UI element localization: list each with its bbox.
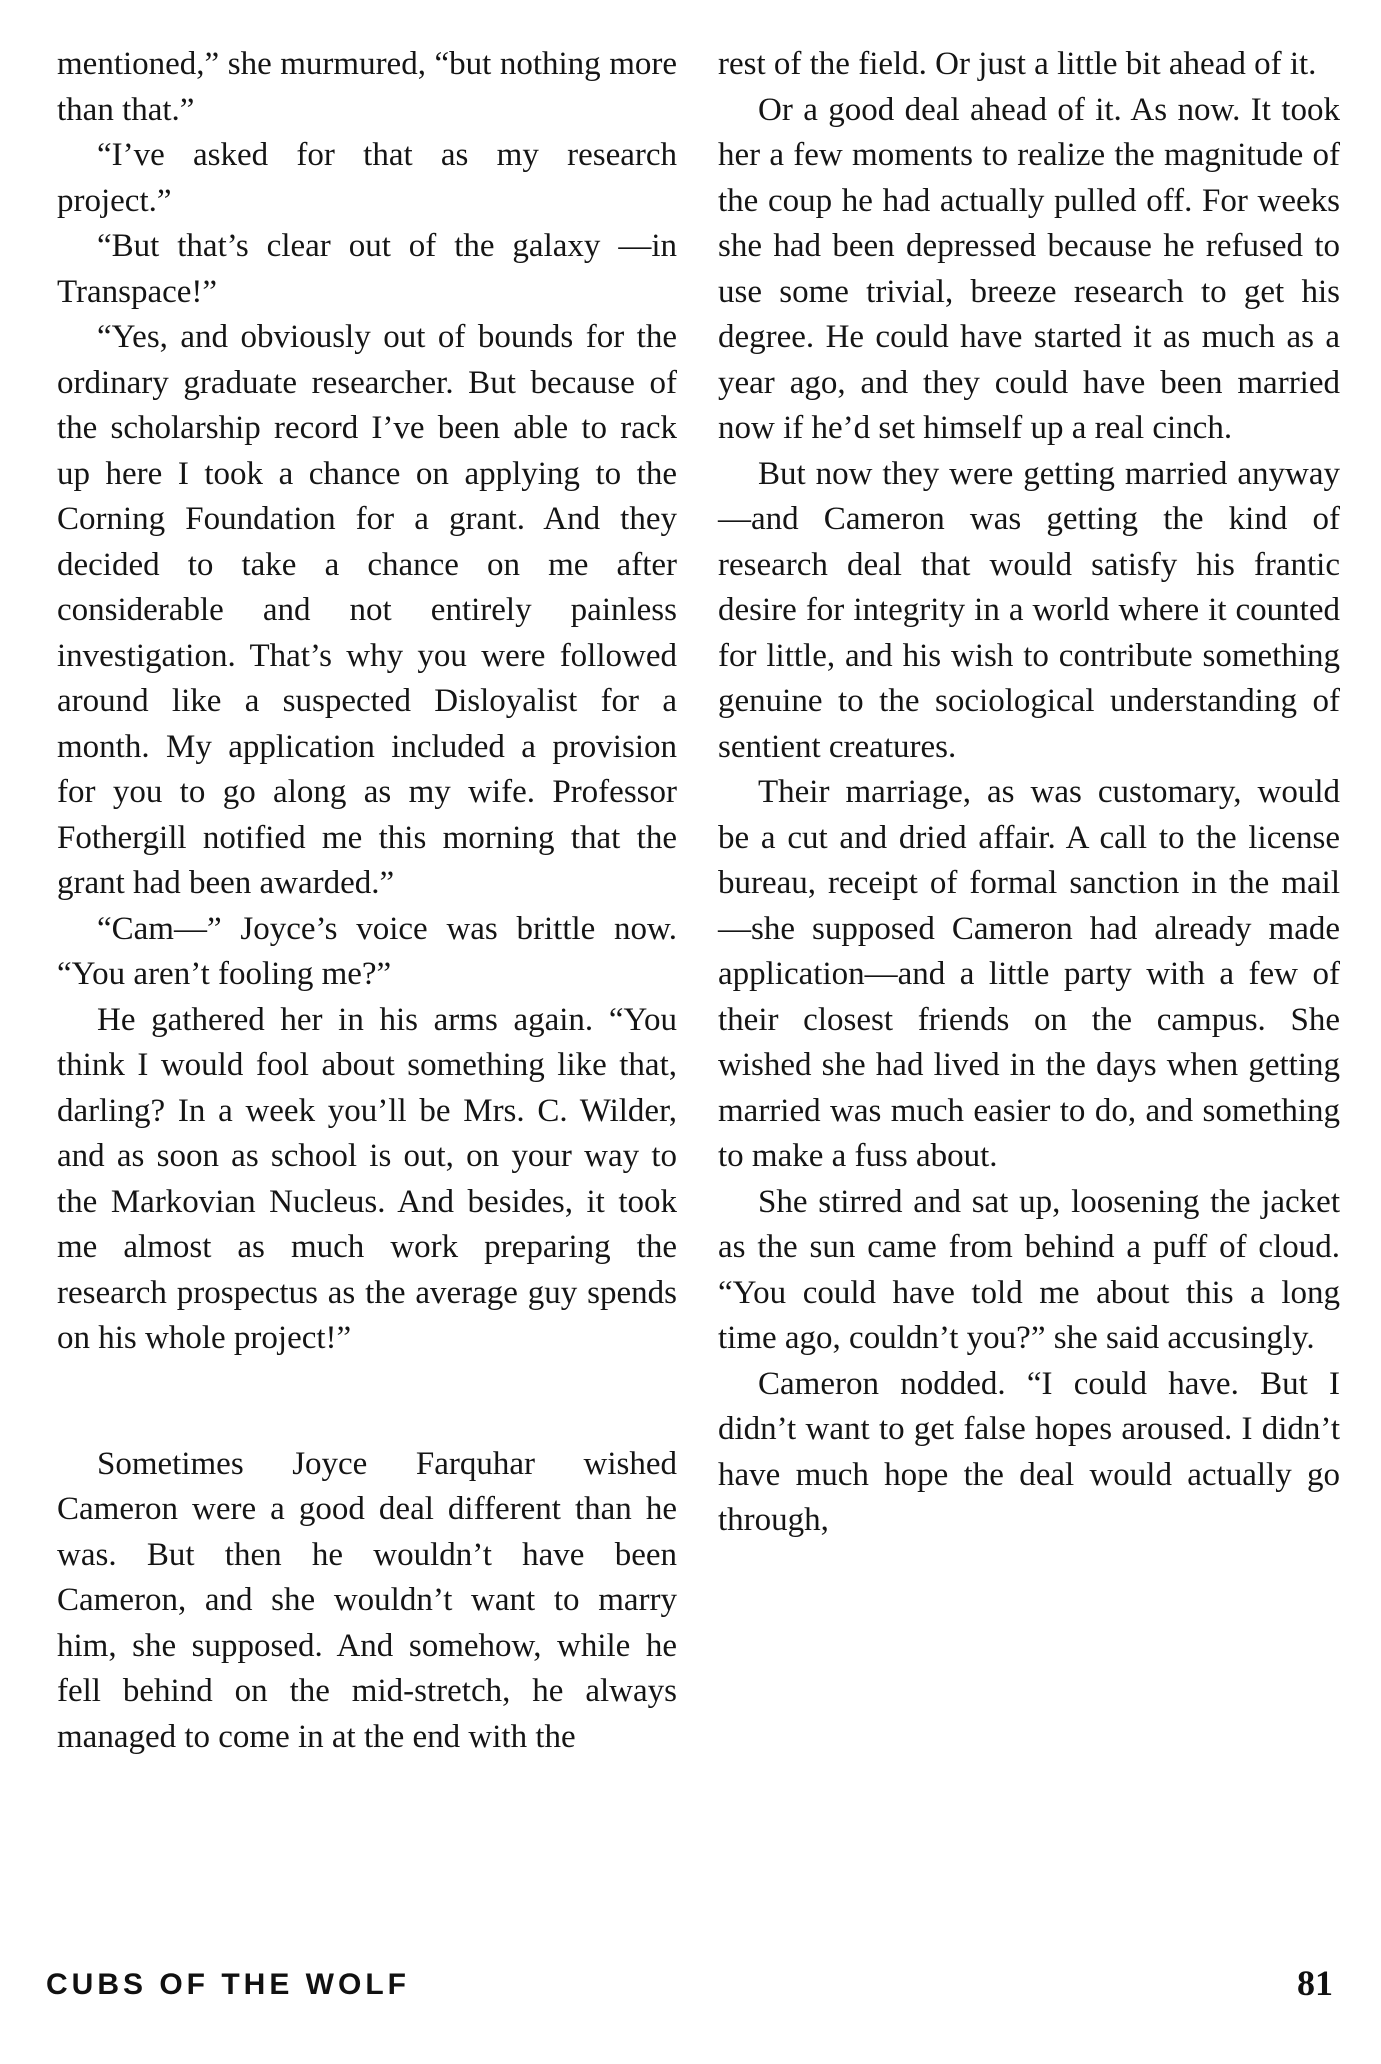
paragraph: “I’ve asked for that as my research project.” — [57, 137, 677, 219]
page-number: 81 — [1297, 1963, 1333, 2003]
running-title: CUBS OF THE WOLF — [46, 1968, 410, 2001]
right-text-column — [718, 42, 1340, 1544]
paragraph: “Cam—” Joyce’s voice was brittle now. “You aren’t fooling me?” — [57, 910, 677, 992]
paragraph: “But that’s clear out of the galaxy —in Transpace!” — [57, 228, 677, 310]
paragraph: rest of the field. Or just a little bit ahead of it. — [718, 46, 1317, 82]
paragraph: Or a good deal ahead of it. As now. It took her a few moments to realize the magnitude of the coup he had actually pulled off. For weeks she had been depressed because he refused to use some trivial, breeze research to get his degree. He could have started it as much as a year ago, and they could have been married now if he’d set himself up a real cinch. — [718, 91, 1340, 446]
paragraph: Cameron nodded. “I could have. But I didn’t want to get false hopes aroused. I didn’t have much hope the deal would actually go through, — [718, 1365, 1340, 1538]
paragraph: Sometimes Joyce Farquhar wished Cameron were a good deal different than he was. But then he wouldn’t have been Cameron, and she wouldn’t want to marry him, she supposed. And somehow, while he fell behind on the mid-stretch, he always managed to come in at the end with the — [57, 1445, 677, 1755]
left-text-column — [57, 42, 677, 1760]
paragraph: Their marriage, as was customary, would be a cut and dried affair. A call to the license bureau, receipt of formal sanction in the mail—she supposed Cameron had already made application—and a little party with a few of their closest friends on the campus. She wished she had lived in the days when getting married was much easier to do, and something to make a fuss about. — [718, 774, 1340, 1174]
paragraph: She stirred and sat up, loosening the jacket as the sun came from behind a puff of cloud. “You could have told me about this a long time ago, couldn’t you?” she said accusingly. — [718, 1183, 1340, 1356]
paragraph: “Yes, and obviously out of bounds for the ordinary graduate researcher. But because of the scholarship record I’ve been able to rack up here I took a chance on applying to the Corning Foundation for a grant. And they decided to take a chance on me after considerable and not entirely painless investigation. That’s why you were followed around like a suspected Disloyalist for a month. My application included a provision for you to go along as my wife. Professor Fothergill notified me this morning that the grant had been awarded.” — [57, 319, 677, 901]
paragraph: He gathered her in his arms again. “You think I would fool about something like that, darling? In a week you’ll be Mrs. C. Wilder, and as soon as school is out, on your way to the Markovian Nucleus. And besides, it took me almost as much work preparing the research prospectus as the average guy spends on his whole project!” — [57, 1001, 677, 1356]
paragraph: mentioned,” she murmured, “but nothing more than that.” — [57, 46, 677, 128]
paragraph: But now they were getting married anyway—and Cameron was getting the kind of research deal that would satisfy his frantic desire for integrity in a world where it counted for little, and his wish to contribute something genuine to the sociological understanding of sentient creatures. — [718, 455, 1340, 765]
